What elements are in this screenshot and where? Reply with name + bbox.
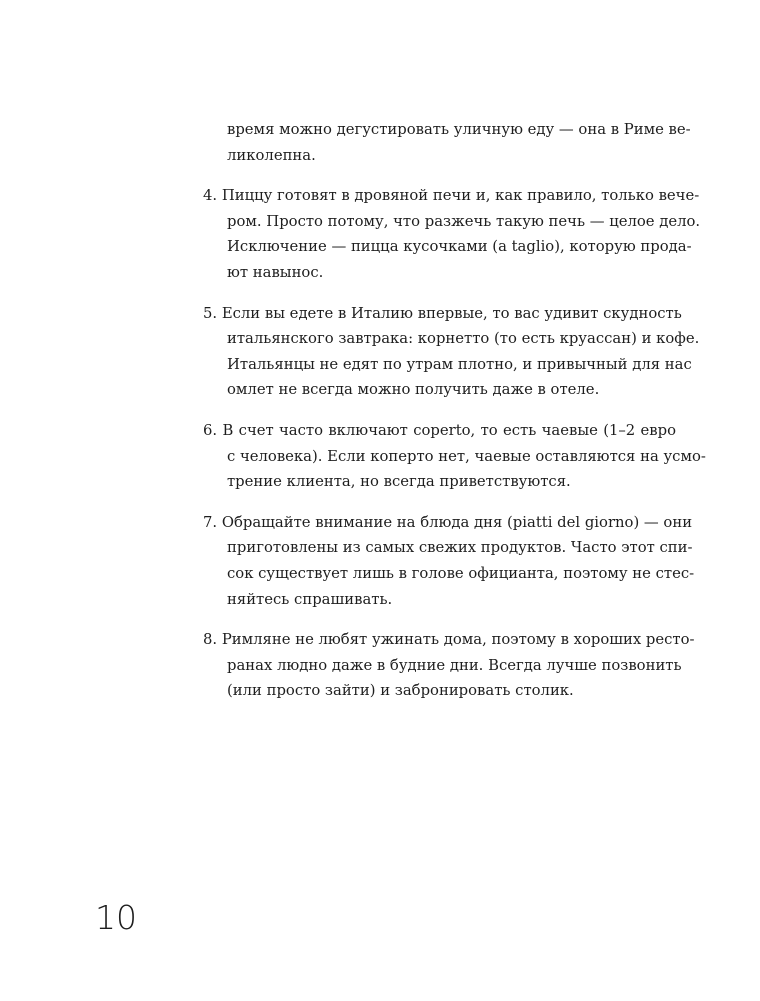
- paragraph-item-8: [203, 627, 695, 704]
- text-line: омлет не всегда можно получить даже в отеле.: [227, 381, 600, 399]
- text-line: сок существует лишь в голове официанта, поэтому не стес-: [227, 564, 695, 582]
- paragraph-item-6: [203, 418, 706, 495]
- paragraph-item-3-end: [203, 117, 691, 168]
- text-line: 6. В счет часто включают coperto, то есть чаевые (1–2 евро: [203, 421, 676, 439]
- body-text: [203, 117, 706, 704]
- text-line: Исключение — пицца кусочками (a taglio), которую прода-: [227, 238, 692, 256]
- text-line: 7. Обращайте внимание на блюда дня (piatti del giorno) — они: [203, 513, 693, 531]
- paragraph-item-4: [203, 183, 701, 285]
- page-number: 10: [95, 898, 137, 937]
- text-line: (или просто зайти) и забронировать столик.: [227, 682, 574, 700]
- text-line: итальянского завтрака: корнетто (то есть круассан) и кофе.: [227, 330, 700, 348]
- paragraph-item-7: [203, 510, 695, 612]
- text-line: ранах людно даже в будние дни. Всегда лучше позвонить: [227, 656, 682, 674]
- text-line: время можно дегустировать уличную еду — она в Риме ве-: [227, 121, 691, 138]
- paragraph-item-5: [203, 301, 700, 403]
- text-line: 4. Пиццу готовят в дровяной печи и, как правило, только вече-: [203, 187, 700, 205]
- text-line: трение клиента, но всегда приветствуются.: [227, 473, 571, 491]
- text-line: приготовлены из самых свежих продуктов. Часто этот спи-: [227, 539, 693, 557]
- text-line: няйтесь спрашивать.: [227, 590, 393, 608]
- text-line: Итальянцы не едят по утрам плотно, и привычный для нас: [227, 355, 692, 373]
- text-line: ют навынос.: [227, 263, 324, 281]
- text-line: ром. Просто потому, что разжечь такую печь — целое дело.: [227, 212, 701, 230]
- text-line: 5. Если вы едете в Италию впервые, то вас удивит скудность: [203, 304, 682, 322]
- text-line: 8. Римляне не любят ужинать дома, поэтому в хороших ресто-: [203, 631, 695, 649]
- text-line: с человека). Если коперто нет, чаевые оставляются на усмо-: [227, 447, 706, 465]
- text-line: ликолепна.: [227, 146, 316, 164]
